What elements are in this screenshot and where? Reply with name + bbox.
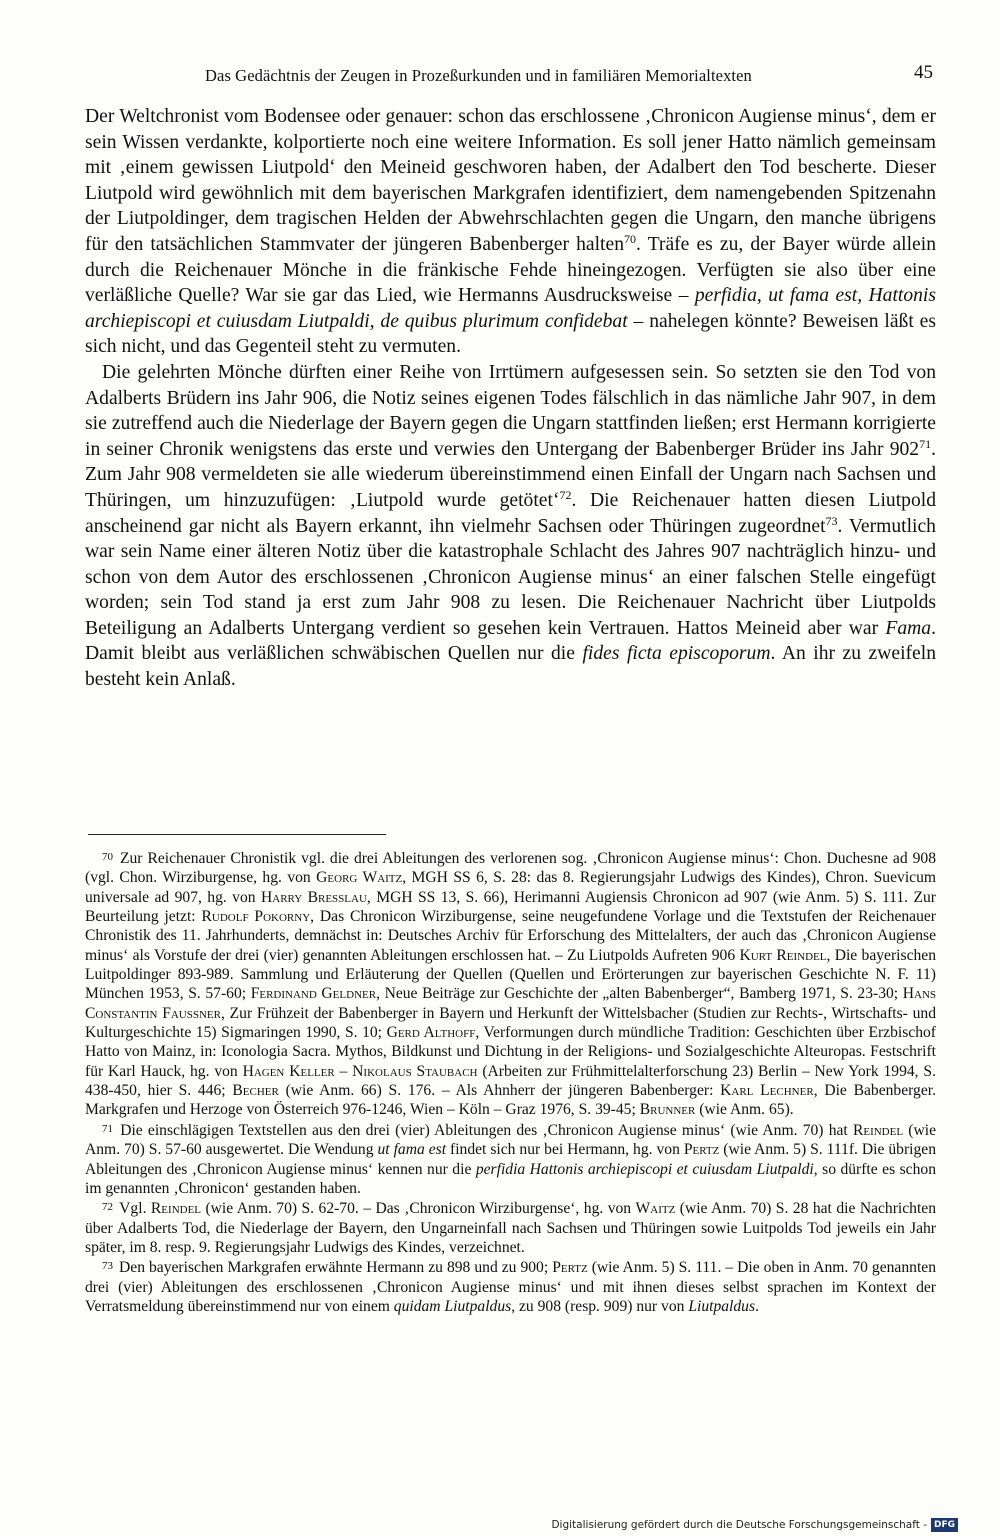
author-name: Nikolaus Staubach: [352, 1062, 478, 1080]
author-name: Reindel: [852, 1121, 904, 1139]
text-run: (wie Anm. 5) S. 111f. Die übrigen Ableitungen des ‚Chronicon Augiense minus‘ kennen nur die: [85, 1141, 936, 1178]
text-run: Der Weltchronist vom Bodensee oder genauer: schon das erschlossene ‚Chronicon Augiense minus‘, dem er sein Wissen verdankte, kolportierte noch eine weitere Information. Es soll jener Hatto nämlich gemeinsam mit ‚einem gewissen Liutpold‘ den Meineid geschworen haben, der Adalbert den Tod bescherte. Dieser Liutpold wird gewöhnlich mit dem bayerischen Markgrafen identifiziert, dem namengebenden Spitzenahn der Liutpoldinger, dem tragischen Helden der Abwehrschlachten gegen die Ungarn, den manche übrigens für den tatsächlichen Stammvater der jüngeren Babenberger halten: [85, 106, 936, 255]
text-run: , zu 908 (resp. 909) nur von: [511, 1297, 689, 1315]
text-run: .: [755, 1297, 759, 1315]
text-run: findet sich nur bei Hermann, hg. von: [446, 1141, 684, 1159]
footnote-71: [85, 1120, 936, 1198]
dfg-logo: DFG: [931, 1518, 958, 1532]
footnote-70: [85, 848, 936, 1120]
text-run: . Damit bleibt aus verläßlichen schwäbischen Quellen nur die: [85, 617, 936, 665]
footnotes: [85, 848, 936, 1316]
author-name: Georg Waitz: [316, 869, 403, 887]
latin-term: quidam Liutpaldus: [393, 1297, 512, 1315]
text-run: . An ihr zu zweifeln besteht kein Anlaß.: [85, 643, 936, 691]
text-run: (wie Anm. 70) S. 62-70. – Das ‚Chronicon Wirziburgense‘, hg. von: [201, 1200, 636, 1218]
text-run: , Die bayerischen Luitpoldinger 893-989. Sammlung und Erläuterung der Quellen (Quellen und Erörterungen zur bayerischen Geschichte N. F. 11) München 1953, S. 57-60;: [85, 946, 936, 1003]
text-run: Die einschlägigen Textstellen aus den drei (vier) Ableitungen des ‚Chronicon Augiense minus‘ (wie Anm. 70) hat: [120, 1121, 853, 1139]
text-run: , Zur Frühzeit der Babenberger in Bayern und Herkunft der Wittelsbacher (Studien zur Rechts-, Wirtschafts- und Kulturgeschichte 15) Sigmaringen 1990, S. 10;: [85, 1004, 937, 1042]
author-name: Brunner: [639, 1101, 696, 1119]
footnote-number: 71: [102, 1122, 113, 1135]
text-run: . Die Reichenauer hatten diesen Liutpold anscheinend gar nicht als Bayern erkannt, ihn vielmehr Sachsen oder Thüringen zugeordnet: [85, 489, 936, 537]
text-run: , MGH SS 13, S. 66), Herimanni Augiensis Chronicon ad 907 (wie Anm. 5) S. 111. Zur Beurteilung jetzt:: [85, 888, 936, 926]
author-name: Harry Bresslau: [260, 888, 367, 906]
main-text: [85, 104, 936, 693]
text-run: (wie Anm. 70) S. 28 hat die Nachrichten über Adalberts Tod, die Niederlage der Bayern, den Ungarneinfall nach Sachsen und Thüringen sowie Luitpolds Tod jeweils ein Jahr später, im 8. resp. 9. Regierungsjahr Ludwigs des Kindes, verzeichnet.: [85, 1200, 937, 1256]
text-run: , MGH SS 6, S. 28: das 8. Regierungsjahr Ludwigs des Kindes), Chron. Suevicum universale ad 907, hg. von: [85, 869, 937, 906]
text-run: (wie Anm. 65).: [695, 1101, 794, 1119]
text-run: , so dürfte es schon im genannten ‚Chronicon‘ gestanden haben.: [85, 1160, 936, 1197]
paragraph-2: [85, 360, 936, 693]
text-run: , Das Chronicon Wirziburgense, seine neugefundene Vorlage und die Textstufen der Reichenauer Chronistik des 11. Jahrhunderts, demnächst in: Deutsches Archiv für Erforschung des Mittelalters, der auch das ‚Chronicon Augiense minus‘ als Vorstufe der drei (vier) genannten Ableitungen erschlossen hat. – Zu Liutpolds Aufreten 906: [85, 908, 936, 964]
digitization-credit: [551, 1516, 958, 1534]
text-run: (wie Anm. 66) S. 176. – Als Ahnherr der jüngeren Babenberger:: [278, 1082, 721, 1100]
text-run: Zur Reichenauer Chronistik vgl. die drei Ableitungen des verlorenen sog. ‚Chronicon Augiense minus‘: Chon. Duchesne ad 908 (vgl. Chon. Wirziburgense, hg. von: [85, 850, 936, 887]
page-number: 45: [914, 62, 933, 83]
footnote-73: [85, 1257, 936, 1316]
text-run: . Zum Jahr 908 vermeldeten sie alle wiederum übereinstimmend einen Einfall der Ungarn nach Sachsen und Thüringen, um hinzuzufügen: ‚Liutpold wurde getötet‘: [85, 438, 936, 511]
latin-term: perfidia Hattonis archiepiscopi et cuiusdam Liutpaldi: [475, 1160, 814, 1178]
credit-text: Digitalisierung gefördert durch die Deutsche Forschungsgemeinschaft -: [551, 1519, 927, 1531]
latin-term: ut fama est: [377, 1141, 447, 1159]
author-name: Pertz: [683, 1141, 720, 1159]
author-name: Kurt Reindel: [739, 946, 827, 964]
text-run: Vgl.: [119, 1200, 151, 1218]
footnote-divider: [88, 834, 386, 835]
latin-term: Fama: [885, 617, 932, 639]
text-run: , Die Babenberger. Markgrafen und Herzoge von Österreich 976-1246, Wien – Köln – Graz 1976, S. 39-45;: [85, 1082, 936, 1119]
paragraph-1: [85, 104, 936, 360]
text-run: , Verformungen durch mündliche Tradition: Geschichten über Erzbischof Hatto von Mainz, in: Iconologia Sacra. Mythos, Bildkunst und Dichtung in der Religions- und Sozialgeschichte Alteuropas. Festschrift für Karl Hauck, hg. von: [85, 1024, 936, 1080]
latin-quote: perfidia, ut fama est, Hattonis archiepiscopi et cuiusdam Liutpaldi, de quibus plurimum confidebat: [85, 285, 937, 332]
footnote-number: 72: [102, 1201, 113, 1214]
text-run: . Vermutlich war sein Name einer älteren Notiz über die katastrophale Schlacht des Jahres 907 nachträglich hinzu- und schon von dem Autor des erschlossenen ‚Chronicon Augiense minus‘ an einer falschen Stelle eingefügt worden; sein Tod stand ja erst zum Jahr 908 zu lesen. Die Reichenauer Nachricht über Liutpolds Beteiligung an Adalberts Untergang verdient so gesehen kein Vertrauen. Hattos Meineid aber war: [85, 515, 936, 639]
page-header: [85, 62, 935, 92]
author-name: Hans Constantin Faussner: [85, 985, 937, 1022]
author-name: Rudolf Pokorny: [201, 908, 311, 926]
text-run: . Träfe es zu, der Bayer würde allein durch die Reichenauer Mönche in die fränkische Fehde hineingezogen. Verfügten sie also über eine verläßliche Quelle? War sie gar das Lied, wie Hermanns Ausdrucksweise –: [85, 233, 936, 307]
text-run: Die gelehrten Mönche dürften einer Reihe von Irrtümern aufgesessen sein. So setzten sie den Tod von Adalberts Brüdern ins Jahr 906, die Notiz seines eigenen Todes fälschlich in das nämliche Jahr 907, in dem sie zutreffend auch die Niederlage der Bayern gegen die Ungarn stattfinden ließen; erst Hermann korrigierte in seiner Chronik wenigstens das erste und verwies den Untergang der Babenberger Brüder ins Jahr 902: [85, 361, 936, 460]
text-run: (wie Anm. 70) S. 57-60 ausgewertet. Die Wendung: [85, 1121, 936, 1159]
footnote-number: 70: [102, 851, 113, 863]
author-name: Ferdinand Geldner: [250, 985, 377, 1003]
author-name: Reindel: [150, 1200, 202, 1218]
latin-term: Liutpaldus: [688, 1297, 756, 1315]
text-run: (Arbeiten zur Frühmittelalterforschung 23) Berlin – New York 1994, S. 438-450, hier S. 446;: [85, 1062, 936, 1100]
author-name: Becher: [232, 1082, 279, 1100]
text-run: , Neue Beiträge zur Geschichte der „alten Babenberger“, Bamberg 1971, S. 23-30;: [376, 985, 903, 1003]
footnote-ref-70[interactable]: 70: [624, 231, 636, 246]
text-run: –: [334, 1062, 353, 1080]
author-name: Waitz: [635, 1200, 676, 1218]
author-name: Pertz: [552, 1259, 588, 1277]
footnote-72: [85, 1198, 936, 1257]
footnote-ref-73[interactable]: 73: [825, 513, 838, 528]
text-run: Den bayerischen Markgrafen erwähnte Hermann zu 898 und zu 900;: [119, 1259, 553, 1277]
footnote-number: 73: [102, 1260, 113, 1273]
author-name: Gerd Althoff: [386, 1024, 476, 1042]
text-run: (wie Anm. 5) S. 111. – Die oben in Anm. 70 genannten drei (vier) Ableitungen des erschlossenen ‚Chronicon Augiense minus‘ und mit ihnen dieses selbst sprachen im Kontext der Verratsmeldung übereinstimmend nur von einem: [85, 1259, 937, 1315]
latin-term: fides ficta episcoporum: [582, 643, 771, 665]
footnote-ref-71[interactable]: 71: [919, 436, 932, 451]
author-name: Karl Lechner: [720, 1082, 814, 1100]
text-run: – nahelegen könnte? Beweisen läßt es sich nicht, und das Gegenteil steht zu vermuten.: [85, 310, 936, 358]
running-head: Das Gedächtnis der Zeugen in Prozeßurkunden und in familiären Memorialtexten: [205, 66, 752, 85]
author-name: Hagen Keller: [242, 1062, 335, 1080]
footnote-ref-72[interactable]: 72: [559, 487, 572, 502]
